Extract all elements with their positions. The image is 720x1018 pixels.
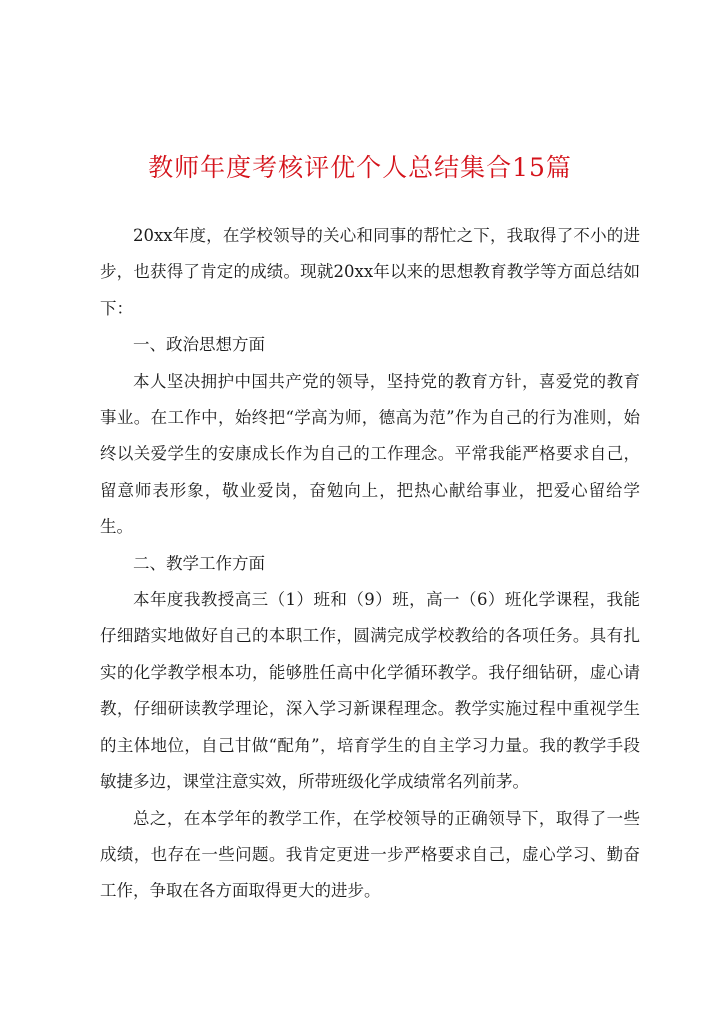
conclusion-paragraph: 总之，在本学年的教学工作，在学校领导的正确领导下，取得了一些成绩，也存在一些问题。我肯定更进一步严格要求自己，虚心学习、勤奋工作，争取在各方面取得更大的进步。 bbox=[100, 808, 640, 901]
intro-paragraph: 20xx年度，在学校领导的关心和同事的帮忙之下，我取得了不小的进步，也获得了肯定的成绩。现就20xx年以来的思想教育教学等方面总结如下： bbox=[100, 226, 640, 318]
section-heading-teaching: 二、教学工作方面 bbox=[133, 553, 265, 573]
section-heading-political: 一、政治思想方面 bbox=[133, 335, 265, 355]
teaching-paragraph: 本年度我教授高三（1）班和（9）班，高一（6）班化学课程，我能仔细踏实地做好自己的本职工作，圆满完成学校教给的各项任务。具有扎实的化学教学根本功，能够胜任高中化学循环教学。我仔细钻研，虚心请教，仔细研读教学理论，深入学习新课程理念。教学实施过程中重视学生的主体地位，自己甘做“配角”，培育学生的自主学习力量。我的教学手段敏捷多边，课堂注意实效，所带班级化学成绩常名列前茅。 bbox=[100, 590, 640, 792]
political-paragraph: 本人坚决拥护中国共产党的领导，坚持党的教育方针，喜爱党的教育事业。在工作中，始终把“学高为师，德高为范”作为自己的行为准则，始终以关爱学生的安康成长作为自己的工作理念。平常我能严格要求自己，留意师表形象，敬业爱岗，奋勉向上，把热心献给事业，把爱心留给学生。 bbox=[100, 371, 640, 537]
document-title: 教师年度考核评优个人总结集合15篇 bbox=[148, 153, 572, 182]
document-body bbox=[100, 218, 640, 910]
